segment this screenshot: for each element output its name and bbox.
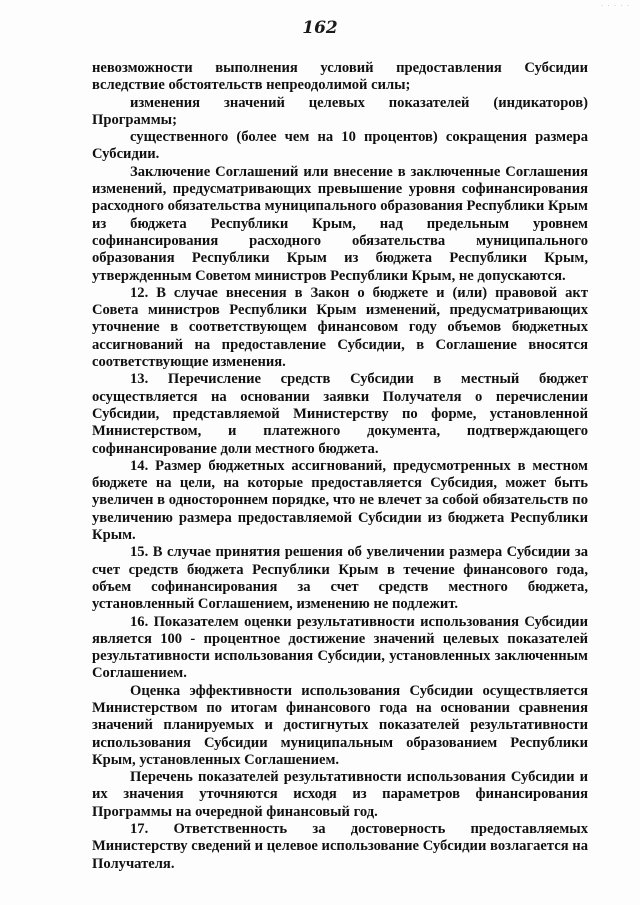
- paragraph: Оценка эффективности использования Субсидии осуществляется Министерством по итогам финансового года на основании сравнения значений планируемых и достигнутых показателей результативности использования Субсидии муниципальным образованием Республики Крым, установленных Соглашением.: [92, 682, 588, 768]
- paragraph: изменения значений целевых показателей (индикаторов) Программы;: [92, 94, 588, 128]
- paragraph-item-14: 14. Размер бюджетных ассигнований, предусмотренных в местном бюджете на цели, на которые предоставляется Субсидия, может быть увеличен в одностороннем порядке, что не влечет за собой обязательств по увеличению размера предоставляемой Субсидии из бюджета Республики Крым.: [92, 457, 588, 544]
- paragraph: существенного (более чем на 10 процентов) сокращения размера Субсидии.: [92, 129, 588, 163]
- paragraph-item-17: 17. Ответственность за достоверность предоставляемых Министерству сведений и целевое использование Субсидии возлагается на Получателя.: [92, 821, 588, 872]
- paragraph: Перечень показателей результативности использования Субсидии и их значения уточняются исходя из параметров финансирования Программы на очередной финансовый год.: [92, 769, 588, 820]
- paragraph-item-13: 13. Перечисление средств Субсидии в местный бюджет осуществляется на основании заявки Получателя о перечислении Субсидии, представляемой Министерству по форме, установленной Министерством, и платежного документа, подтверждающего софинансирование доли местного бюджета.: [92, 371, 588, 457]
- corner-mark: · · · · ·: [600, 2, 630, 10]
- document-body: [92, 60, 588, 873]
- paragraph-item-12: 12. В случае внесения в Закон о бюджете и (или) правовой акт Совета министров Республики Крым изменений, предусматривающих уточнение в соответствующем финансовом году объемов бюджетных ассигнований на предоставление Субсидии, в Соглашение вносятся соответствующие изменения.: [92, 284, 588, 371]
- paragraph-item-16: 16. Показателем оценки результативности использования Субсидии является 100 - процентное достижение значений целевых показателей результативности использования Субсидии, установленных заключенным Соглашением.: [92, 613, 588, 682]
- page-number: 162: [302, 18, 338, 38]
- paragraph-item-15: 15. В случае принятия решения об увеличении размера Субсидии за счет средств бюджета Республики Крым в течение финансового года, объем софинансирования за счет средств местного бюджета, установленный Соглашением, изменению не подлежит.: [92, 544, 588, 613]
- paragraph: Заключение Соглашений или внесение в заключенные Соглашения изменений, предусматривающих превышение уровня софинансирования расходного обязательства муниципального образования Республики Крым из бюджета Республики Крым, над предельным уровнем софинансирования расходного обязательства муниципального образования Республики Крым из бюджета Республики Крым, утвержденным Советом министров Республики Крым, не допускаются.: [92, 163, 588, 284]
- paragraph-continuation: невозможности выполнения условий предоставления Субсидии вследствие обстоятельств непреодолимой силы;: [92, 60, 588, 94]
